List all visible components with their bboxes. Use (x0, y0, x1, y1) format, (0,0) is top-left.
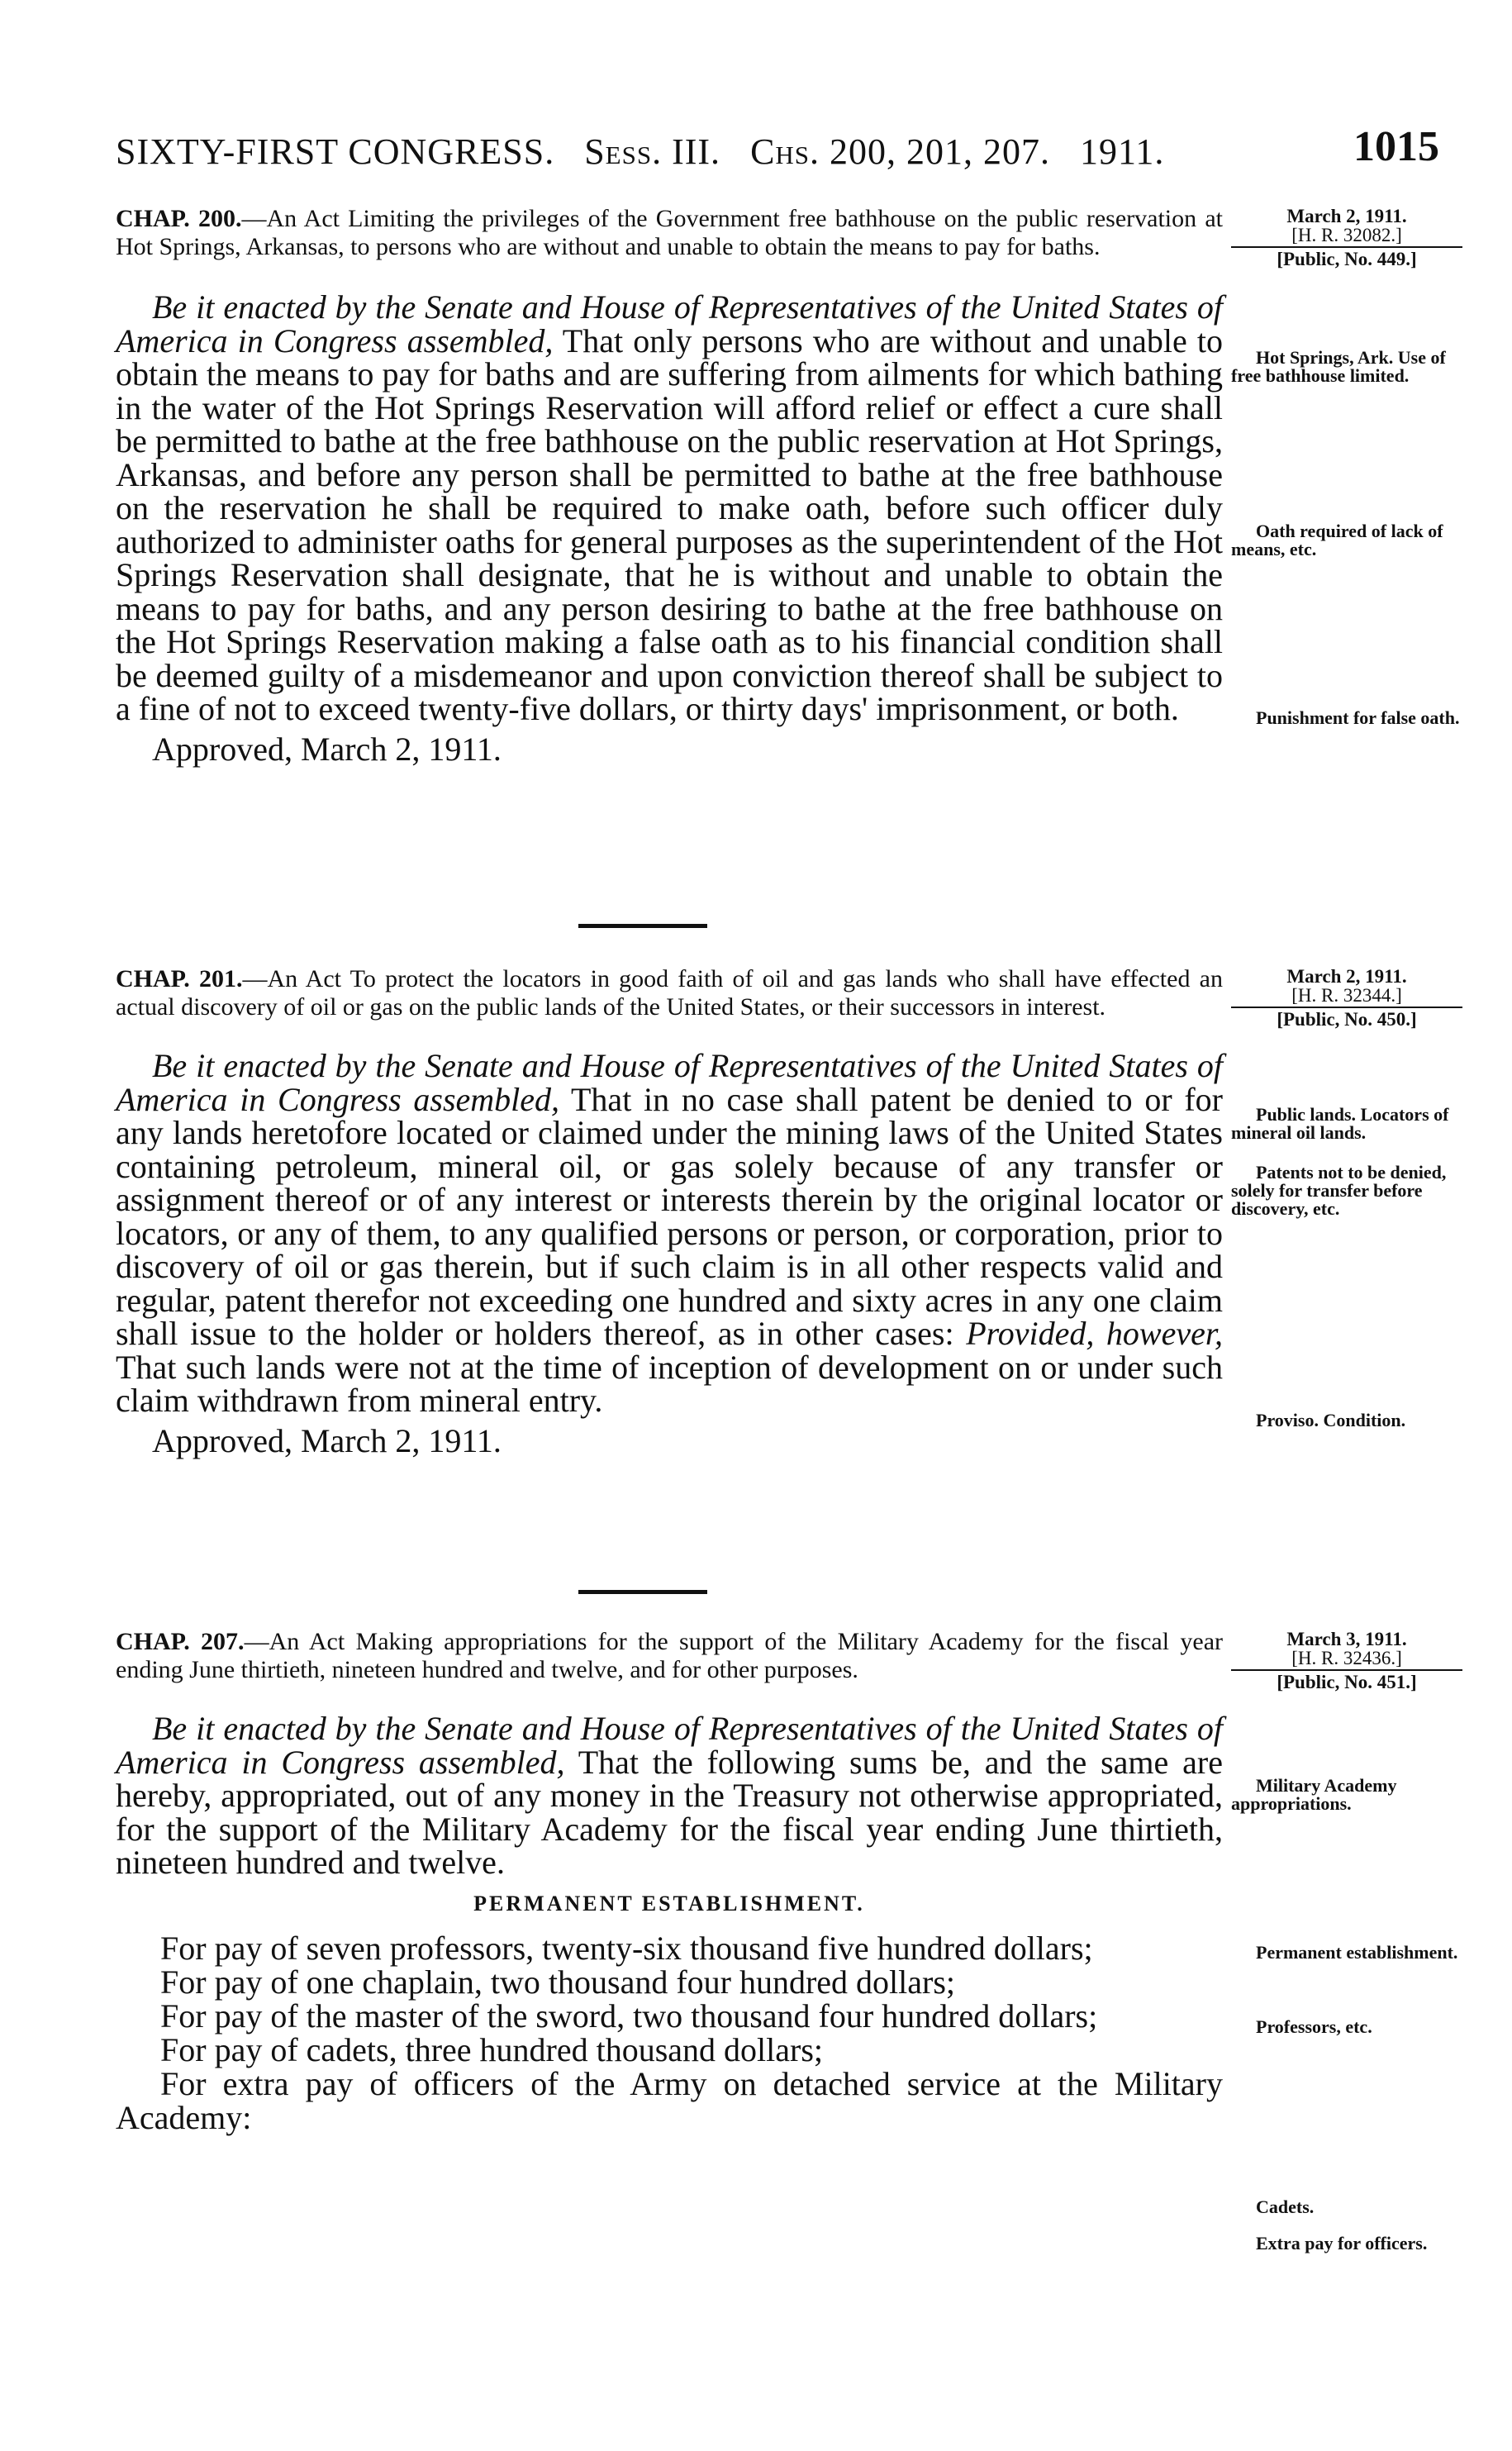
margin-citation-200 (1231, 207, 1462, 269)
margin-public-law: [Public, No. 450.] (1277, 1009, 1417, 1030)
chapter-number: CHAP. 207. (116, 1628, 245, 1655)
margin-note: Permanent establishment. (1256, 1942, 1458, 1963)
margin-bill: [H. R. 32436.] (1291, 1648, 1402, 1668)
approved-line: Approved, March 2, 1911. (152, 730, 502, 768)
chapter-title (116, 205, 1223, 261)
margin-note: Military Academy appropriations. (1231, 1775, 1397, 1814)
margin-date: March 2, 1911. (1286, 206, 1407, 226)
appropriation-item: For pay of cadets, three hundred thousand dollars; (160, 2030, 824, 2068)
margin-citation-201 (1231, 967, 1462, 1029)
margin-divider (1231, 1007, 1462, 1008)
section-heading: PERMANENT ESTABLISHMENT. (473, 1891, 865, 1916)
chapter-207 (116, 1628, 1223, 2135)
chapter-body (116, 1712, 1223, 1880)
enacting-clause: Be it enacted by the Senate and House of Representatives of the United States of America in Congress assembled, (116, 288, 1223, 359)
chapter-body (116, 1049, 1223, 1418)
chapter-body-text: That the following sums be, and the same are hereby, appropriated, out of any money in the Treasury not otherwise appropriated, for the support of the Military Academy for the fiscal year ending June thirtieth, nineteen hundred and twelve. (116, 1743, 1223, 1881)
congress-label: SIXTY-FIRST CONGRESS. (116, 131, 555, 172)
appropriation-item: For pay of the master of the sword, two thousand four hundred dollars; (160, 1996, 1098, 2035)
chapter-201 (116, 965, 1223, 1458)
appropriation-item: For extra pay of officers of the Army on detached service at the Military Academy: (116, 2064, 1223, 2136)
margin-note: Punishment for false oath. (1256, 707, 1460, 728)
margin-note: Patents not to be denied, solely for transfer before discovery, etc. (1231, 1162, 1447, 1219)
session-label: Sess. III. (584, 131, 721, 172)
margin-note: Oath required of lack of means, etc. (1231, 521, 1443, 559)
approved-line: Approved, March 2, 1911. (152, 1421, 502, 1459)
chapter-body-text: That only persons who are without and unable to obtain the means to pay for baths and are suffering from ailments for which bathing in the water of the Hot Springs Reservation will afford relief or effect a cure shall be permitted to bathe at the free bathhouse on the public reservation at Hot Springs, Arkansas, and before any person shall be permitted to bathe at the free bathhouse on the reservation he shall be required to make oath, before such officer duly authorized to administer oaths for general purposes as the superintendent of the Hot Springs Reservation shall designate, that he is without and unable to obtain the means to pay for baths, and any person desiring to bathe at the free bathhouse on the Hot Springs Reservation making a false oath as to his financial condition shall be deemed guilty of a misdemeanor and upon conviction thereof shall be subject to a fine of not to exceed twenty-five dollars, or thirty days' imprisonment, or both. (116, 321, 1223, 727)
margin-divider (1231, 246, 1462, 248)
year-label: 1911. (1080, 131, 1165, 172)
margin-date: March 2, 1911. (1286, 966, 1407, 987)
chapter-body-text: That in no case shall patent be denied to or for any lands heretofore located or claimed under the mining laws of the United States containing petroleum, mineral oil, or gas solely because of any transfer or assignment thereof or of any interest or interests therein by the original locator or locators, or any of them, to any qualified persons or person, or corporation, prior to discovery of oil or gas therein, but if such claim is in all other respects valid and regular, patent therefor not exceeding one hundred and sixty acres in any one claim shall issue to the holder or holders thereof, as in other cases: (116, 1080, 1223, 1352)
appropriation-item: For pay of one chaplain, two thousand four hundred dollars; (160, 1963, 956, 2001)
margin-bill: [H. R. 32082.] (1291, 225, 1402, 245)
chapter-number: CHAP. 200. (116, 205, 242, 232)
margin-note: Proviso. Condition. (1256, 1410, 1406, 1430)
chapter-title-text: —An Act To protect the locators in good faith of oil and gas lands who shall have effected an actual discovery of oil or gas on the public lands of the United States, or their successors in interest. (116, 965, 1223, 1021)
margin-divider (1231, 1669, 1462, 1671)
running-head (116, 122, 1454, 180)
margin-note: Cadets. (1256, 2196, 1315, 2217)
margin-bill: [H. R. 32344.] (1291, 985, 1402, 1006)
appropriation-item: For pay of seven professors, twenty-six thousand five hundred dollars; (160, 1929, 1093, 1967)
chapter-number: CHAP. 201. (116, 965, 243, 992)
chapter-title-text: —An Act Making appropriations for the support of the Military Academy for the fiscal year ending June thirtieth, nineteen hundred and twelve, and for other purposes. (116, 1628, 1223, 1683)
running-head-text (116, 131, 1164, 173)
margin-public-law: [Public, No. 451.] (1277, 1672, 1417, 1692)
chapter-title (116, 1628, 1223, 1684)
margin-note: Extra pay for officers. (1256, 2233, 1428, 2253)
margin-citation-207 (1231, 1630, 1462, 1692)
chapter-body (116, 288, 1223, 727)
enacting-clause: Be it enacted by the Senate and House of Representatives of the United States of America in Congress assembled, (116, 1047, 1223, 1118)
margin-note: Hot Springs, Ark. Use of free bathhouse limited. (1231, 347, 1446, 386)
margin-note: Public lands. Locators of mineral oil lands. (1231, 1104, 1449, 1143)
margin-public-law: [Public, No. 449.] (1277, 249, 1417, 269)
proviso-phrase: Provided, however, (966, 1315, 1223, 1352)
section-divider (578, 924, 707, 928)
chapter-200 (116, 205, 1223, 766)
chapter-title (116, 965, 1223, 1021)
chapter-title-text: —An Act Limiting the privileges of the Government free bathhouse on the public reservation at Hot Springs, Arkansas, to persons who are without and unable to obtain the means to pay for baths. (116, 205, 1223, 260)
chapters-label: Chs. 200, 201, 207. (750, 131, 1051, 172)
margin-note: Professors, etc. (1256, 2016, 1372, 2037)
section-divider (578, 1590, 707, 1594)
enacting-clause: Be it enacted by the Senate and House of Representatives of the United States of America in Congress assembled, (116, 1710, 1223, 1781)
chapter-body-text: That such lands were not at the time of inception of development on or under such claim withdrawn from mineral entry. (116, 1348, 1223, 1419)
margin-date: March 3, 1911. (1286, 1629, 1407, 1649)
page-number: 1015 (1353, 123, 1439, 170)
